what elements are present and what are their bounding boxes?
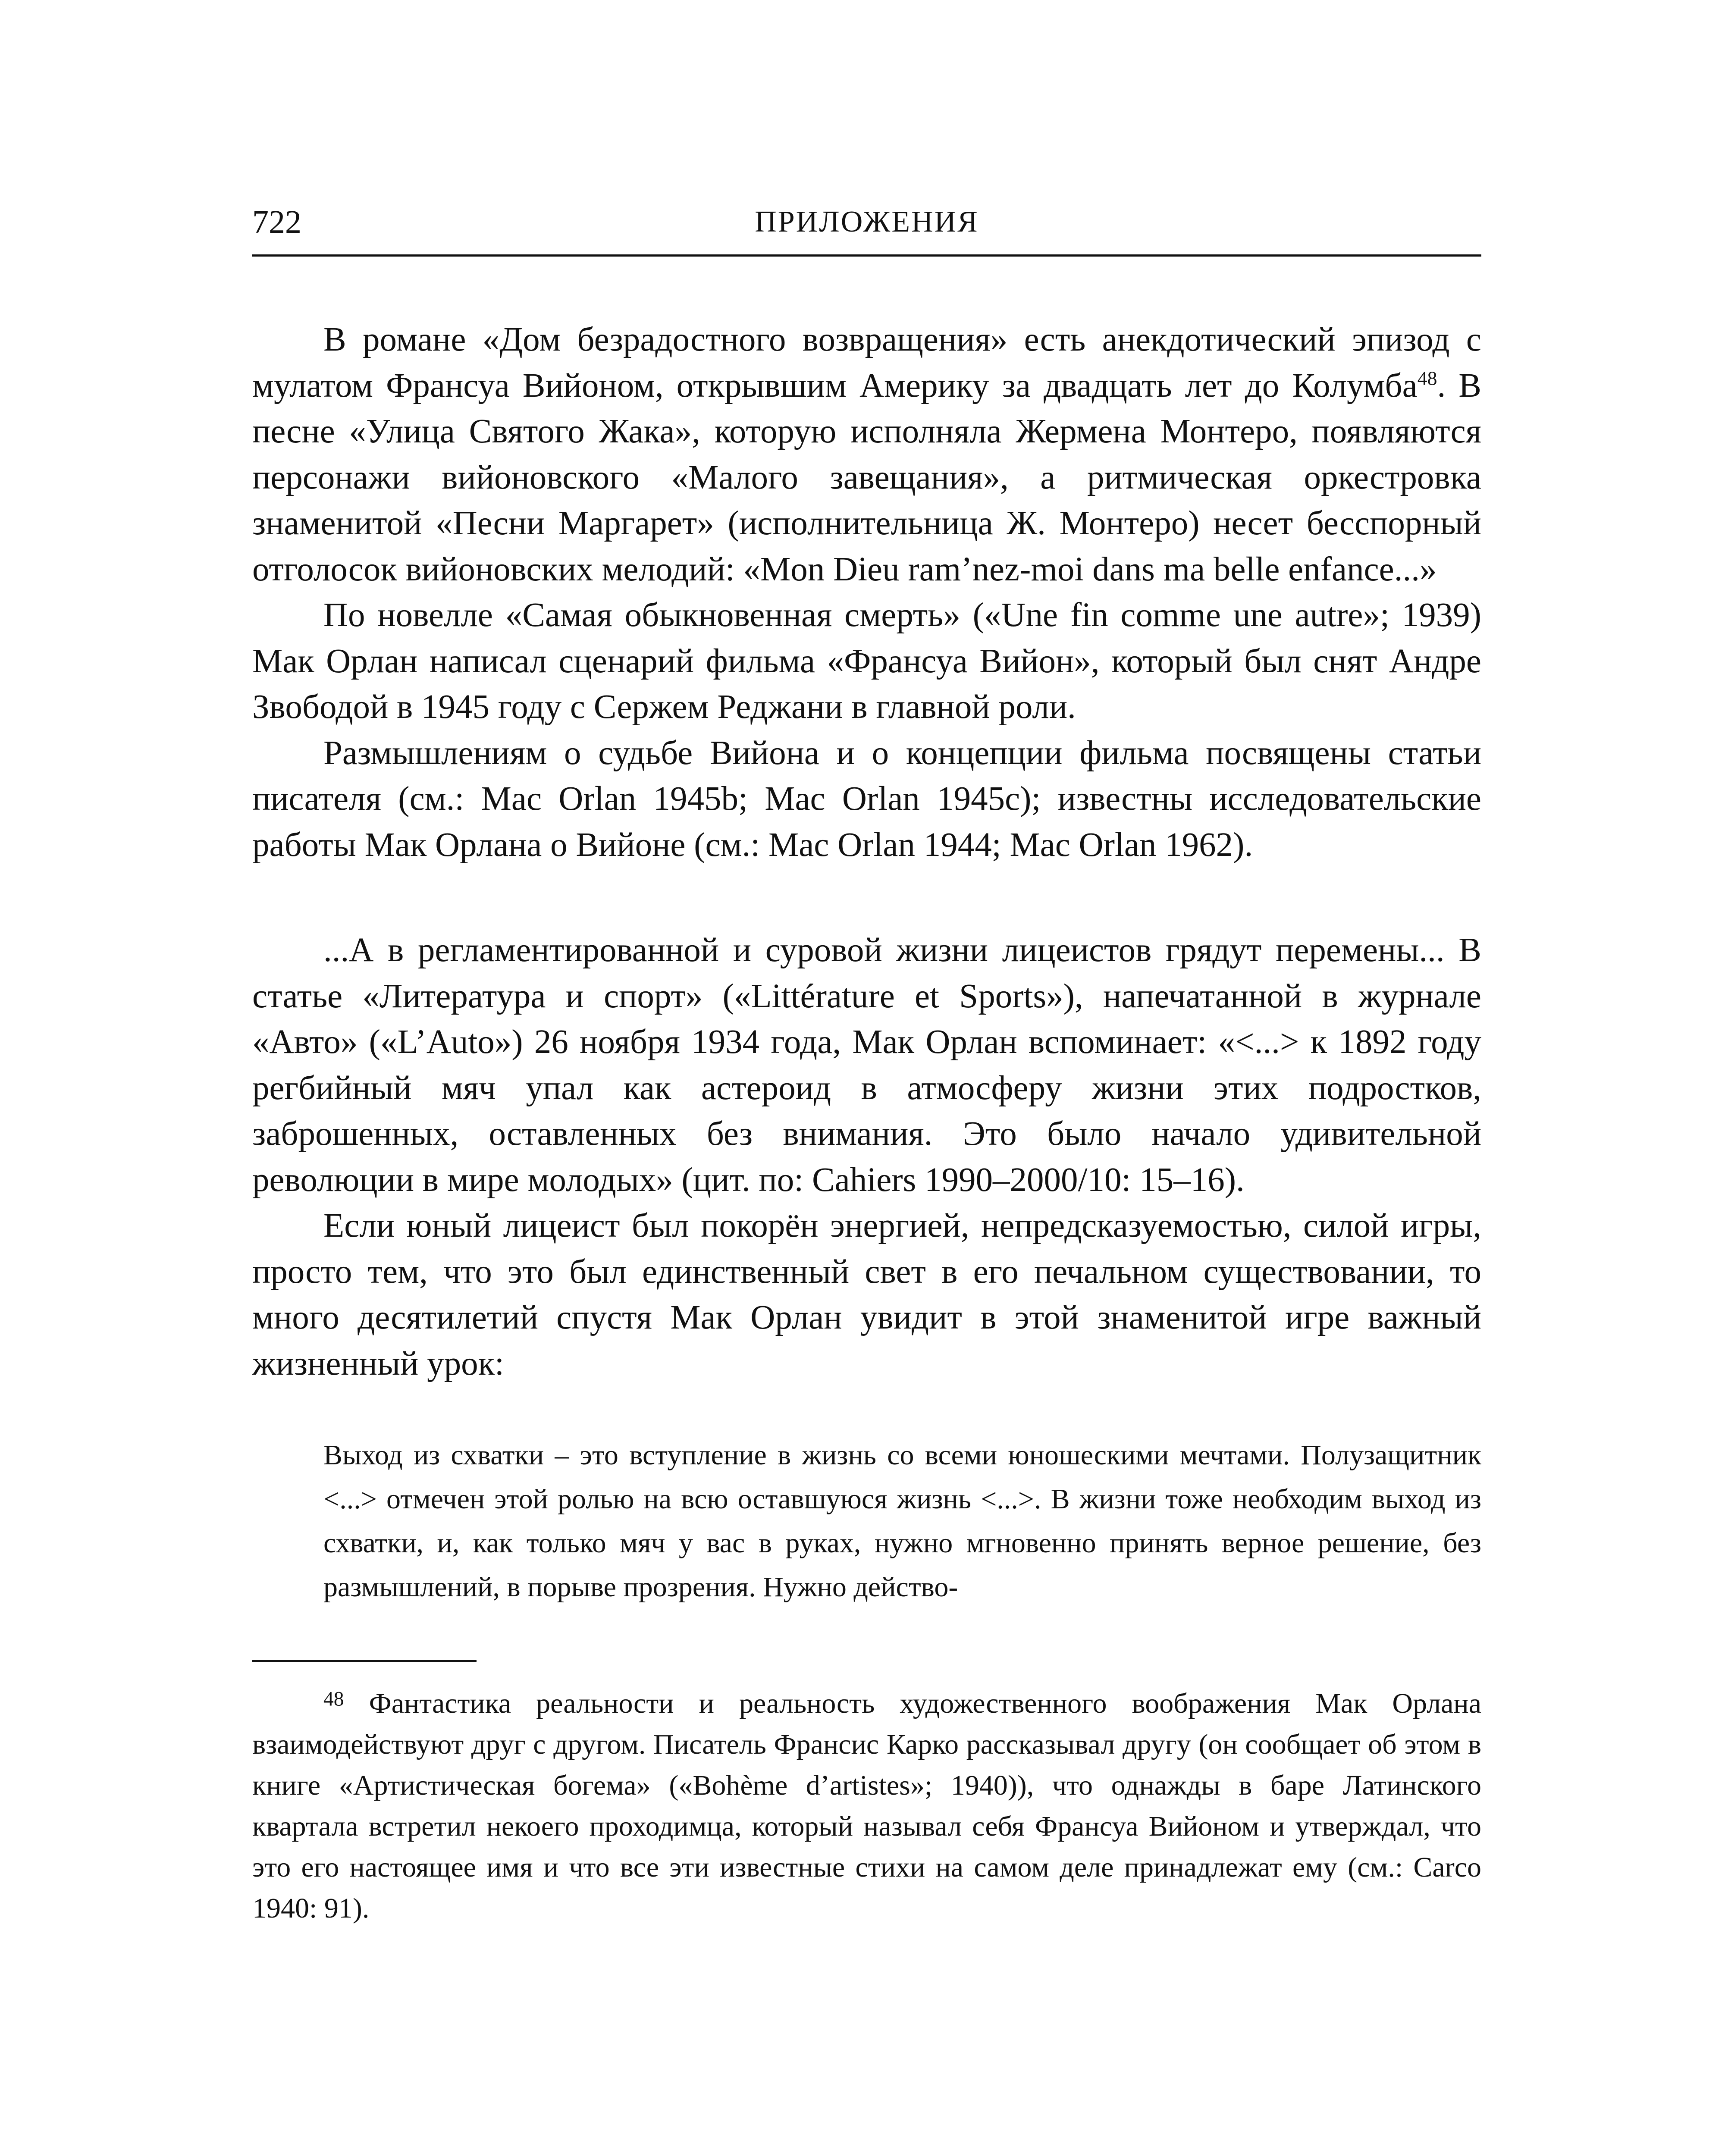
- footnote-48: [252, 1683, 1481, 1929]
- running-title: ПРИЛОЖЕНИЯ: [755, 205, 979, 238]
- paragraph-2: По новелле «Самая обыкновенная смерть» («Une fin comme une autre»; 1939) Мак Орлан написал сценарий фильма «Франсуа Вийон», который был снят Андре Звободой в 1945 году с Сержем Реджани в главной роли.: [252, 596, 1481, 726]
- page-header: [252, 190, 1481, 257]
- paragraph-5: Если юный лицеист был покорён энергией, непредсказуемостью, силой игры, просто тем, что это был единственный свет в его печальном существовании, то много десятилетий спустя Мак Орлан увидит в этой знаменитой игре важный жизненный урок:: [252, 1207, 1481, 1382]
- footnote-number: 48: [323, 1688, 344, 1711]
- footnote-reference-48[interactable]: 48: [1417, 367, 1437, 389]
- footnote-text: Фантастика реальности и реальность художественного воображения Мак Орлана взаимодействуют друг с другом. Писатель Франсис Карко рассказывал другу (он сообщает об этом в книге «Артистическая богема» («Bohème d’artistes»; 1940)), что однажды в баре Латинского квартала встретил некоего проходимца, который называл себя Франсуа Вийоном и утверждал, что это его настоящее имя и что все эти известные стихи на самом деле принадлежат ему (см.: Carco 1940: 91).: [252, 1688, 1481, 1924]
- block-quote: Выход из схватки – это вступление в жизнь со всеми юношескими мечтами. Полузащитник <...> отмечен этой ролью на всю оставшуюся жизнь <...>. В жизни тоже необходим выход из схватки, и, как только мяч у вас в руках, нужно мгновенно принять верное решение, без размышлений, в порыве прозрения. Нужно действо-: [323, 1439, 1481, 1603]
- paragraph-3: Размышлениям о судьбе Вийона и о концепции фильма посвящены статьи писателя (см.: Mac Orlan 1945b; Mac Orlan 1945c); известны исследовательские работы Мак Орлана о Вийоне (см.: Mac Orlan 1944; Mac Orlan 1962).: [252, 734, 1481, 864]
- section-break: [252, 868, 1481, 928]
- paragraph-1-text-end: . В песне «Улица Святого Жака», которую исполняла Жермена Монтеро, появляются персонажи вийоновского «Малого завещания», а ритмическая оркестровка знаменитой «Песни Маргарет» (исполнительница Ж. Монтеро) несет бесспорный отголосок вийоновских мелодий: «Mon Dieu ram’nez-moi dans ma belle enfance...»: [252, 367, 1481, 588]
- main-text: [252, 317, 1481, 1387]
- paragraph-1-text-start: В романе «Дом безрадостного возвращения» есть анекдотический эпизод с мулатом Франсуа Вийоном, открывшим Америку за двадцать лет до Колумба: [252, 321, 1481, 404]
- paragraph-1: [252, 317, 1481, 592]
- page-number: 722: [252, 204, 301, 240]
- footnote-divider: [252, 1660, 477, 1662]
- book-page: [252, 190, 1481, 1929]
- paragraph-4: ...А в регламентированной и суровой жизни лицеистов грядут перемены... В статье «Литература и спорт» («Littérature et Sports»), напечатанной в журнале «Авто» («L’Auto») 26 ноября 1934 года, Мак Орлан вспоминает: «<...> к 1892 году регбийный мяч упал как астероид в атмосферу жизни этих подростков, заброшенных, оставленных без внимания. Это было начало удивительной революции в мире молодых» (цит. по: Cahiers 1990–2000/10: 15–16).: [252, 931, 1481, 1199]
